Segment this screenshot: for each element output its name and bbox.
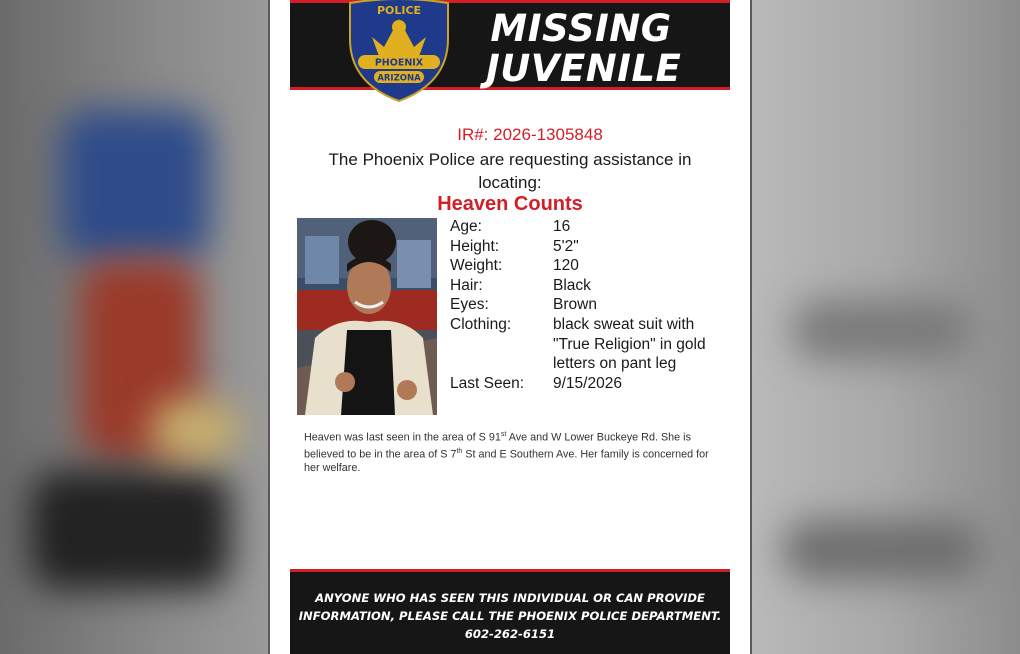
- police-badge-icon: [344, 0, 454, 103]
- detail-value: Black: [553, 276, 591, 294]
- detail-label: Clothing:: [450, 315, 512, 333]
- header-bar: [290, 0, 730, 90]
- footer-line-2: INFORMATION, PLEASE CALL THE PHOENIX POLICE DEPARTMENT.: [298, 609, 722, 623]
- blurred-background-right: [752, 0, 1020, 654]
- badge-bottom-text: ARIZONA: [377, 73, 421, 84]
- detail-value: 16: [553, 218, 571, 235]
- detail-row-last-seen: [450, 374, 740, 394]
- poster-title: [486, 7, 682, 90]
- narrative-text: [304, 428, 724, 476]
- detail-value: 120: [553, 257, 579, 275]
- narrative-sup-1: st: [500, 431, 507, 438]
- detail-value: Brown: [553, 296, 597, 314]
- details-list: [450, 217, 740, 393]
- detail-row-age: [450, 217, 740, 237]
- title-line-1: MISSING: [490, 7, 672, 50]
- detail-row-clothing: [450, 315, 740, 374]
- detail-label: Hair:: [450, 276, 483, 294]
- detail-row-height: [450, 237, 740, 257]
- narrative-part-2: Ave and W Lower Buckeye Rd. She is believed to be in the area of S 7: [304, 431, 691, 461]
- detail-label: Height:: [450, 237, 500, 255]
- detail-value: black sweat suit with "True Religion" in gold letters on pant leg: [553, 315, 706, 373]
- footer-bar: [290, 569, 730, 654]
- title-line-2: JUVENILE: [486, 47, 682, 90]
- footer-line-1: ANYONE WHO HAS SEEN THIS INDIVIDUAL OR CAN PROVIDE: [315, 591, 705, 605]
- detail-row-hair: [450, 276, 740, 296]
- detail-label: Last Seen:: [450, 374, 525, 392]
- missing-person-photo: [297, 218, 437, 415]
- detail-value: 9/15/2026: [553, 374, 622, 392]
- narrative-sup-2: th: [456, 448, 463, 456]
- person-name: Heaven Counts: [437, 193, 583, 215]
- footer-phone: 602-262-6151: [464, 627, 556, 641]
- request-text: The Phoenix Police are requesting assistance in locating:: [328, 150, 692, 192]
- detail-label: Eyes:: [450, 296, 489, 314]
- detail-row-eyes: [450, 295, 740, 315]
- detail-label: Age:: [450, 218, 482, 235]
- blurred-background-left: [0, 0, 268, 654]
- missing-person-poster: [270, 0, 750, 654]
- narrative-part-3: St and E Southern Ave. Her family is concerned for her welfare.: [304, 448, 709, 475]
- detail-label: Weight:: [450, 257, 503, 275]
- incident-report-number: IR#: 2026-1305848: [457, 125, 603, 144]
- badge-top-text: POLICE: [376, 4, 422, 17]
- detail-value: 5'2": [553, 237, 579, 255]
- badge-middle-text: PHOENIX: [374, 57, 424, 69]
- detail-row-weight: [450, 256, 740, 276]
- narrative-part-1: Heaven was last seen in the area of S 91: [304, 431, 501, 444]
